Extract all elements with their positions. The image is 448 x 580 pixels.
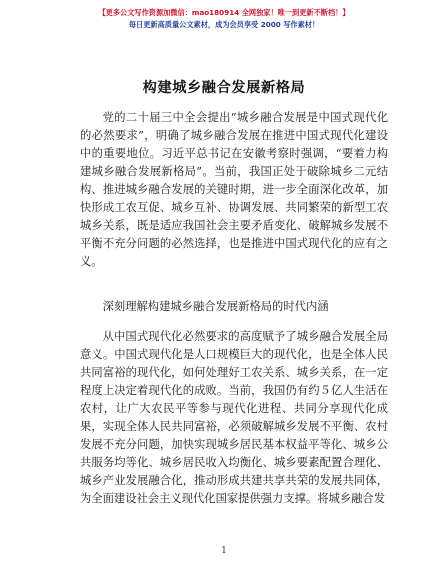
promo-banner [0,7,448,31]
section-body [80,328,388,508]
section-heading: 深刻理解构建城乡融合发展新格局的时代内涵 [102,300,329,313]
intro-section [80,109,388,271]
document-title: 构建城乡融合发展新格局 [142,80,306,96]
paragraph: 党的二十届三中全会提出“城乡融合发展是中国式现代化的必然要求”，明确了城乡融合发展在推进中国式现代化建设中的重要地位。习近平总书记在安徽考察时强调，“要着力构建城乡融合发展新格局”。当前，我国正处于破除城乡二元结构、推进城乡融合发展的关键时期，进一步全面深化改革，加快形成工农互促、城乡互补、协调发展、共同繁荣的新型工农城乡关系，既是适应我国社会主要矛盾变化、破解城乡发展不平衡不充分问题的必然选择，也是推进中国式现代化的应有之义。 [80,111,388,268]
promo-line-2: 每日更新高质量公文素材，成为会员享受 2000 写作素材！ [128,20,320,29]
paragraph: 从中国式现代化必然要求的高度赋予了城乡融合发展全局意义。中国式现代化是人口规模巨大的现代化，也是全体人民共同富裕的现代化，如何处理好工农关系、城乡关系，在一定程度上决定着现代化的成败。当前，我国仍有约５亿人生活在农村，让广大农民平等参与现代化进程、共同分享现代化成果，实现全体人民共同富裕，必须破解城乡发展不平衡、农村发展不充分问题，加快实现城乡居民基本权益平等化、城乡公共服务均等化、城乡居民收入均衡化、城乡要素配置合理化、城乡产业发展融合化，推动形成共建共享共荣的发展共同体，为全面建设社会主义现代化国家提供强力支撑。将城乡融合发 [80,330,388,505]
page-number: 1 [221,546,227,556]
promo-line-1: 【更多公文写作资源加微信：mao180914 全网独家！唯一到更新不断档！】 [98,8,350,17]
